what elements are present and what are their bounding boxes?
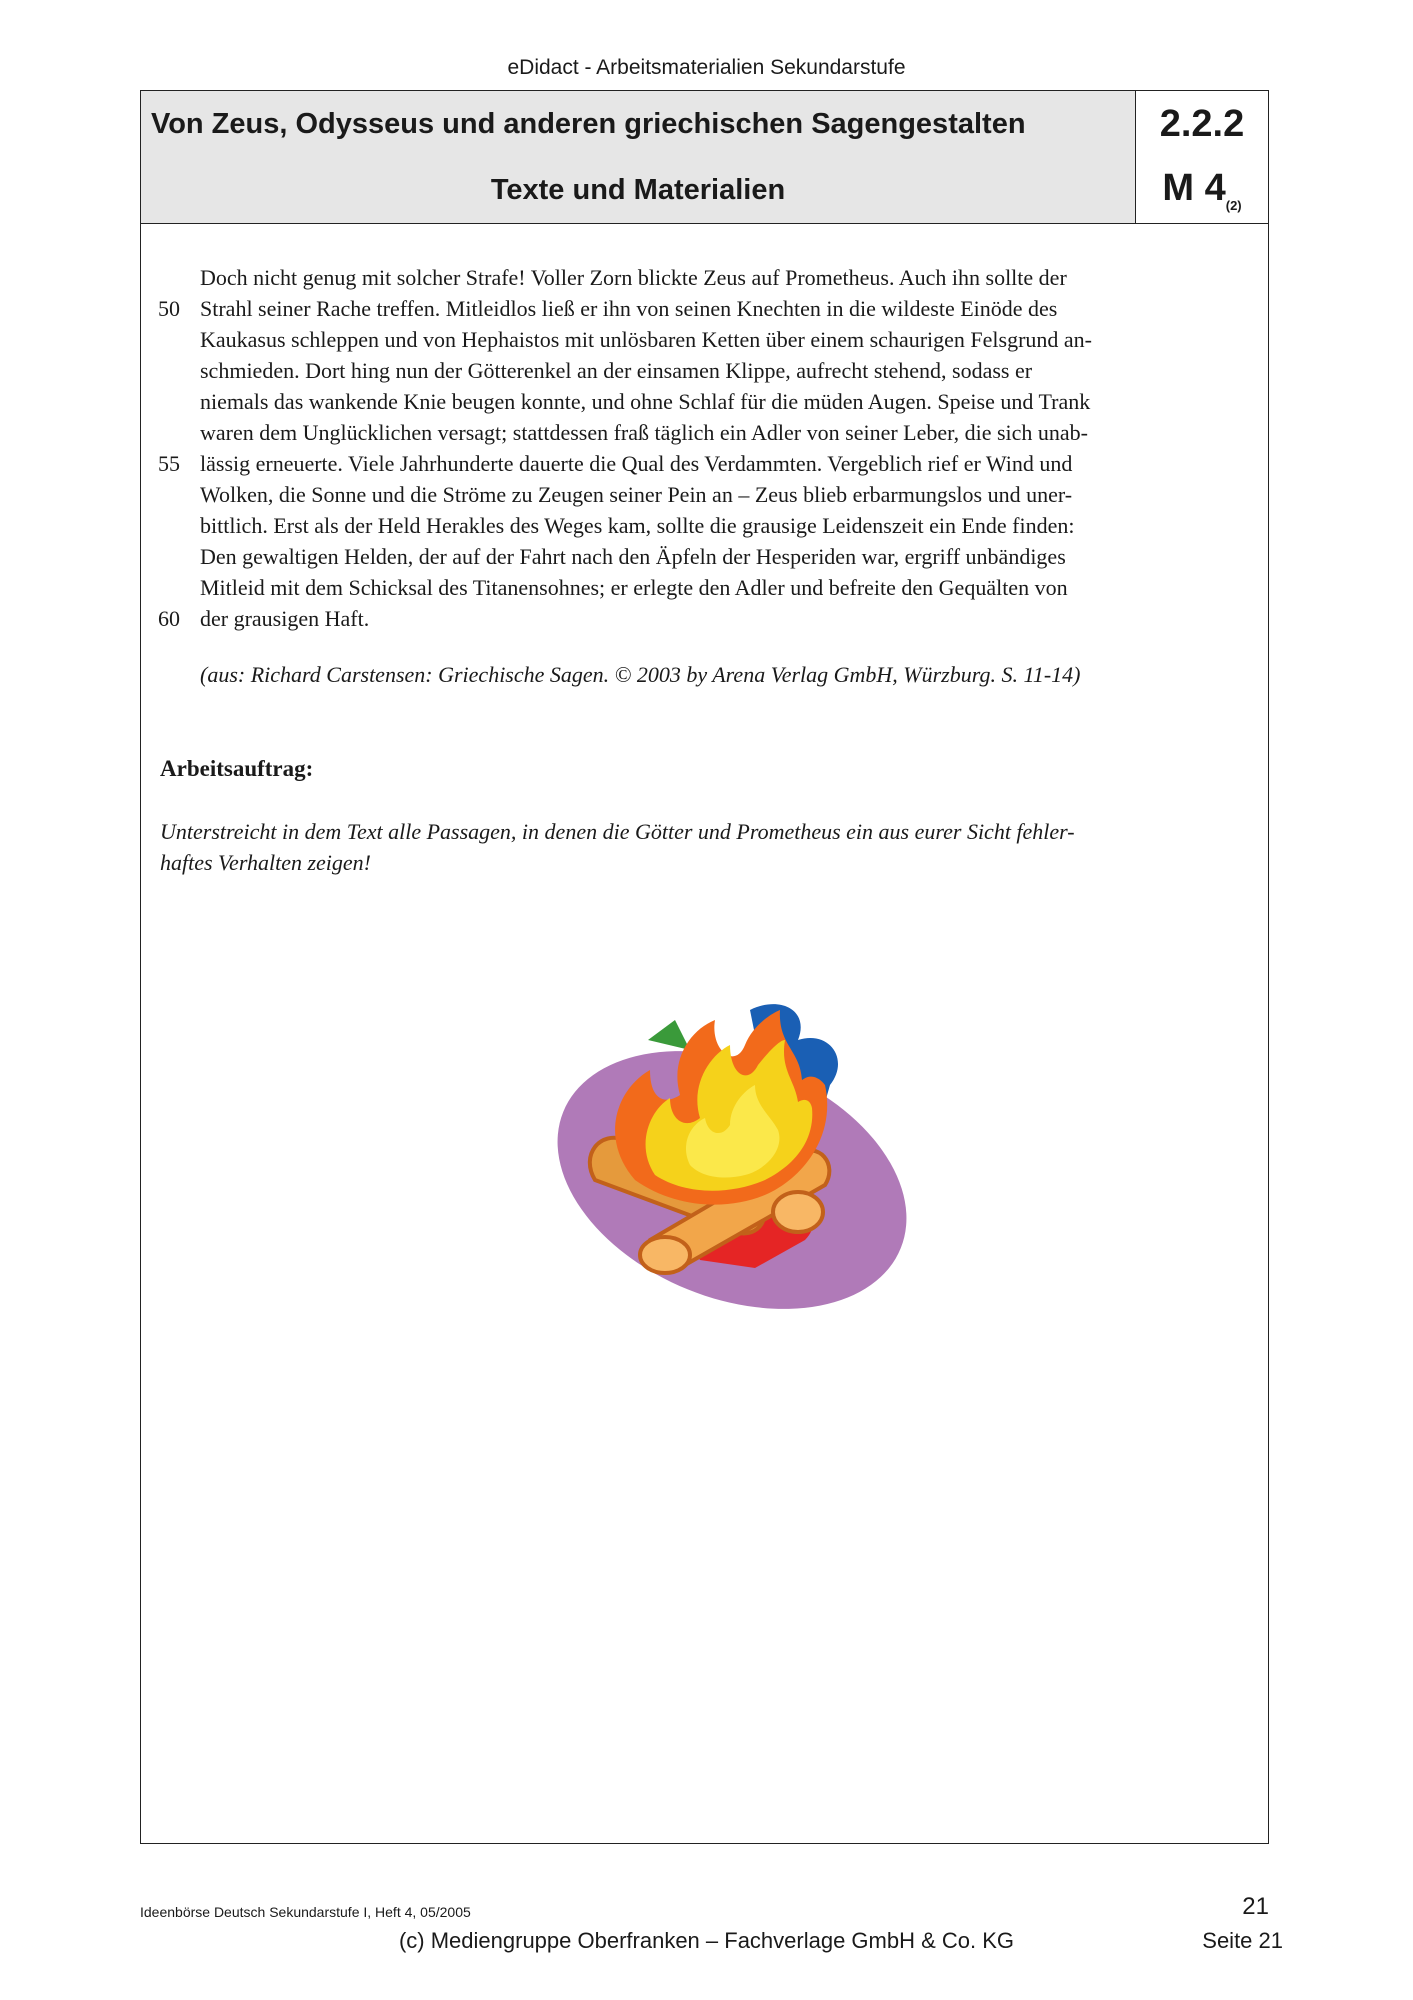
line-text: waren dem Unglücklichen versagt; stattdessen fraß täglich ein Adler von seiner Leber, die sich unab-	[200, 420, 1088, 445]
text-line	[158, 293, 1250, 324]
line-number: 55	[158, 451, 180, 476]
text-line	[200, 386, 1250, 417]
text-line	[158, 603, 1250, 634]
line-text: lässig erneuerte. Viele Jahrhunderte dauerte die Qual des Verdammten. Vergeblich rief er Wind und	[200, 451, 1073, 476]
footer-publication: Ideenbörse Deutsch Sekundarstufe I, Heft 4, 05/2005	[140, 1904, 471, 1920]
line-number: 60	[158, 606, 180, 631]
worksheet-title: Von Zeus, Odysseus und anderen griechischen Sagengestalten	[151, 107, 1026, 140]
line-text: bittlich. Erst als der Held Herakles des Weges kam, sollte die grausige Leidenszeit ein Ende finden:	[200, 513, 1075, 538]
task-heading: Arbeitsauftrag:	[160, 756, 314, 781]
line-text: schmieden. Dort hing nun der Götterenkel an der einsamen Klippe, aufrecht stehend, sodass er	[200, 358, 1033, 383]
material-code-sub: (2)	[1225, 198, 1242, 213]
text-line	[200, 417, 1250, 448]
text-line	[158, 448, 1250, 479]
page-number: 21	[1242, 1893, 1269, 1920]
subtitle-row	[141, 157, 1268, 224]
text-line	[200, 324, 1250, 355]
task-line: Unterstreicht in dem Text alle Passagen, in denen die Götter und Prometheus ein aus eurer Sicht fehler-	[160, 819, 1075, 844]
text-line	[200, 355, 1250, 386]
site-header: eDidact - Arbeitsmaterialien Sekundarstufe	[507, 56, 906, 79]
story-text	[158, 262, 1250, 634]
line-text: Kaukasus schleppen und von Hephaistos mit unlösbaren Ketten über einem schaurigen Felsgrund an-	[200, 327, 1093, 352]
footer-copyright: (c) Mediengruppe Oberfranken – Fachverlage GmbH & Co. KG	[398, 1928, 1015, 1953]
task-text	[160, 816, 1075, 878]
line-text: Doch nicht genug mit solcher Strafe! Voller Zorn blickte Zeus auf Prometheus. Auch ihn sollte der	[200, 265, 1067, 290]
material-code	[1162, 167, 1241, 213]
worksheet-subtitle: Texte und Materialien	[490, 173, 786, 206]
line-text: Mitleid mit dem Schicksal des Titanensohnes; er erlegte den Adler und befreite den Gequälten von	[200, 575, 1068, 600]
title-row	[141, 91, 1268, 158]
line-number: 50	[158, 296, 180, 321]
campfire-illustration	[540, 990, 920, 1310]
chapter-code: 2.2.2	[1159, 102, 1245, 145]
text-line	[200, 541, 1250, 572]
line-text: niemals das wankende Knie beugen konnte, und ohne Schlaf für die müden Augen. Speise und Trank	[200, 389, 1091, 414]
code-cell	[1136, 91, 1268, 157]
title-cell	[141, 91, 1136, 157]
text-line	[200, 262, 1250, 293]
subtitle-cell	[141, 157, 1136, 223]
footer-page-label: Seite 21	[1202, 1928, 1283, 1953]
text-line	[200, 479, 1250, 510]
line-text: Den gewaltigen Helden, der auf der Fahrt nach den Äpfeln der Hesperiden war, ergriff unbändiges	[200, 544, 1066, 569]
material-code-main: M 4	[1162, 167, 1226, 209]
line-text: Wolken, die Sonne und die Ströme zu Zeugen seiner Pein an – Zeus blieb erbarmungslos und uner-	[200, 482, 1073, 507]
source-citation: (aus: Richard Carstensen: Griechische Sagen. © 2003 by Arena Verlag GmbH, Würzburg. S. 11-14)	[200, 662, 1081, 687]
material-cell	[1136, 157, 1268, 223]
line-text: der grausigen Haft.	[200, 606, 370, 631]
task-line: haftes Verhalten zeigen!	[160, 850, 371, 875]
text-line	[200, 572, 1250, 603]
line-text: Strahl seiner Rache treffen. Mitleidlos ließ er ihn von seinen Knechten in die wildeste Einöde des	[200, 296, 1058, 321]
text-line	[200, 510, 1250, 541]
